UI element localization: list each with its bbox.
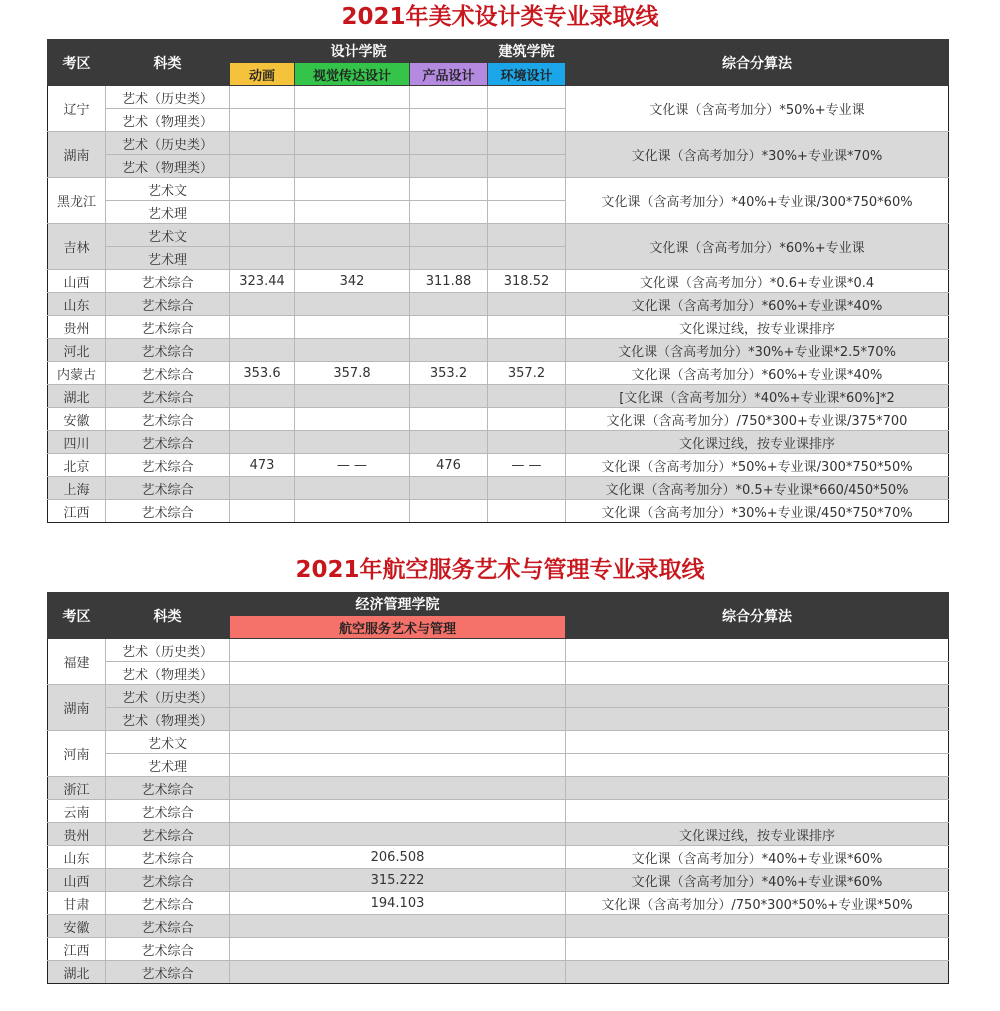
subject-cell: 艺术（历史类）	[106, 685, 230, 708]
subject-cell: 艺术综合	[106, 500, 230, 523]
region-cell: 山西	[48, 869, 106, 892]
table-row	[48, 892, 949, 915]
table-row	[48, 339, 949, 362]
subject-cell: 艺术综合	[106, 316, 230, 339]
table-row	[48, 362, 949, 385]
score-cell	[488, 86, 566, 109]
score-cell	[230, 915, 566, 938]
table-row	[48, 454, 949, 477]
score-cell	[410, 339, 488, 362]
subject-cell: 艺术综合	[106, 823, 230, 846]
method-cell: 文化课（含高考加分）*30%+专业课/450*750*70%	[566, 500, 949, 523]
method-cell	[566, 777, 949, 800]
region-cell: 江西	[48, 938, 106, 961]
score-cell	[488, 224, 566, 247]
header-major: 产品设计	[410, 63, 488, 86]
region-cell: 安徽	[48, 408, 106, 431]
table-row	[48, 961, 949, 984]
score-cell	[295, 178, 410, 201]
score-cell	[295, 500, 410, 523]
region-cell: 湖南	[48, 685, 106, 731]
score-cell	[230, 477, 295, 500]
score-cell	[410, 385, 488, 408]
score-cell	[488, 500, 566, 523]
score-cell: 342	[295, 270, 410, 293]
score-cell: 206.508	[230, 846, 566, 869]
score-cell	[230, 132, 295, 155]
score-cell	[295, 293, 410, 316]
table-row	[48, 178, 949, 201]
table-row	[48, 823, 949, 846]
table2-title: 2021年航空服务艺术与管理专业录取线	[295, 557, 705, 583]
method-cell	[566, 662, 949, 685]
region-cell: 湖南	[48, 132, 106, 178]
method-cell	[566, 731, 949, 754]
table-row	[48, 915, 949, 938]
score-cell: 323.44	[230, 270, 295, 293]
table-row	[48, 385, 949, 408]
score-cell	[488, 293, 566, 316]
method-cell: 文化课（含高考加分）/750*300*50%+专业课*50%	[566, 892, 949, 915]
subject-cell: 艺术综合	[106, 961, 230, 984]
table-row	[48, 754, 949, 777]
subject-cell: 艺术理	[106, 247, 230, 270]
region-cell: 福建	[48, 639, 106, 685]
method-cell: 文化课（含高考加分）*60%+专业课*40%	[566, 362, 949, 385]
score-cell	[230, 178, 295, 201]
subject-cell: 艺术文	[106, 178, 230, 201]
header-college-arch: 建筑学院	[488, 40, 566, 63]
score-cell	[488, 247, 566, 270]
header-college: 经济管理学院	[230, 593, 566, 616]
score-cell	[410, 408, 488, 431]
header-method: 综合分算法	[566, 593, 949, 639]
subject-cell: 艺术综合	[106, 869, 230, 892]
subject-cell: 艺术（物理类）	[106, 109, 230, 132]
region-cell: 内蒙古	[48, 362, 106, 385]
subject-cell: 艺术（历史类）	[106, 132, 230, 155]
subject-cell: 艺术综合	[106, 293, 230, 316]
score-cell: — —	[295, 454, 410, 477]
score-cell	[488, 109, 566, 132]
score-cell	[230, 823, 566, 846]
subject-cell: 艺术综合	[106, 938, 230, 961]
region-cell: 山东	[48, 846, 106, 869]
method-cell: 文化课过线，按专业课排序	[566, 823, 949, 846]
score-cell	[295, 408, 410, 431]
score-cell	[295, 132, 410, 155]
score-cell: 311.88	[410, 270, 488, 293]
score-cell	[410, 431, 488, 454]
table-row	[48, 224, 949, 247]
region-cell: 云南	[48, 800, 106, 823]
score-cell	[488, 316, 566, 339]
subject-cell: 艺术（历史类）	[106, 639, 230, 662]
subject-cell: 艺术理	[106, 201, 230, 224]
method-cell: 文化课（含高考加分）*60%+专业课	[566, 224, 949, 270]
method-cell: 文化课（含高考加分）*40%+专业课/300*750*60%	[566, 178, 949, 224]
region-cell: 山东	[48, 293, 106, 316]
score-cell	[230, 86, 295, 109]
subject-cell: 艺术（历史类）	[106, 86, 230, 109]
score-cell	[230, 316, 295, 339]
score-cell: 357.8	[295, 362, 410, 385]
score-cell	[230, 731, 566, 754]
score-cell	[410, 500, 488, 523]
score-cell: 476	[410, 454, 488, 477]
score-cell	[488, 132, 566, 155]
score-cell: 357.2	[488, 362, 566, 385]
table-row	[48, 938, 949, 961]
region-cell: 贵州	[48, 823, 106, 846]
score-cell	[295, 109, 410, 132]
score-cell	[488, 385, 566, 408]
score-cell	[410, 224, 488, 247]
method-cell: [文化课（含高考加分）*40%+专业课*60%]*2	[566, 385, 949, 408]
score-cell	[488, 155, 566, 178]
header-method: 综合分算法	[566, 40, 949, 86]
subject-cell: 艺术综合	[106, 454, 230, 477]
table-row	[48, 477, 949, 500]
region-cell: 吉林	[48, 224, 106, 270]
score-cell: — —	[488, 454, 566, 477]
method-cell: 文化课过线，按专业课排序	[566, 431, 949, 454]
score-cell	[230, 938, 566, 961]
header-major-aviation: 航空服务艺术与管理	[230, 616, 566, 639]
method-cell	[566, 708, 949, 731]
art-design-admission-table	[47, 39, 949, 523]
score-cell	[230, 293, 295, 316]
score-cell	[230, 777, 566, 800]
score-cell: 318.52	[488, 270, 566, 293]
region-cell: 安徽	[48, 915, 106, 938]
score-cell	[295, 339, 410, 362]
method-cell	[566, 639, 949, 662]
method-cell	[566, 800, 949, 823]
score-cell	[230, 431, 295, 454]
method-cell: 文化课（含高考加分）*50%+专业课	[566, 86, 949, 132]
method-cell: 文化课（含高考加分）*30%+专业课*2.5*70%	[566, 339, 949, 362]
score-cell	[230, 247, 295, 270]
method-cell: 文化课（含高考加分）*40%+专业课*60%	[566, 846, 949, 869]
method-cell: 文化课（含高考加分）*0.5+专业课*660/450*50%	[566, 477, 949, 500]
score-cell	[488, 408, 566, 431]
score-cell	[295, 86, 410, 109]
score-cell	[230, 155, 295, 178]
method-cell: 文化课（含高考加分）*50%+专业课/300*750*50%	[566, 454, 949, 477]
subject-cell: 艺术综合	[106, 408, 230, 431]
method-cell	[566, 938, 949, 961]
header-major: 视觉传达设计	[295, 63, 410, 86]
score-cell	[295, 385, 410, 408]
table-row	[48, 639, 949, 662]
score-cell	[230, 385, 295, 408]
region-cell: 四川	[48, 431, 106, 454]
score-cell	[295, 201, 410, 224]
subject-cell: 艺术文	[106, 731, 230, 754]
score-cell	[230, 500, 295, 523]
score-cell	[295, 431, 410, 454]
score-cell	[295, 477, 410, 500]
score-cell: 353.6	[230, 362, 295, 385]
subject-cell: 艺术（物理类）	[106, 155, 230, 178]
table-row	[48, 777, 949, 800]
table-row	[48, 316, 949, 339]
subject-cell: 艺术综合	[106, 777, 230, 800]
method-cell: 文化课（含高考加分）*0.6+专业课*0.4	[566, 270, 949, 293]
header-major: 环境设计	[488, 63, 566, 86]
table-row	[48, 731, 949, 754]
aviation-admission-table	[47, 592, 949, 984]
method-cell: 文化课（含高考加分）*30%+专业课*70%	[566, 132, 949, 178]
region-cell: 河北	[48, 339, 106, 362]
table-row	[48, 685, 949, 708]
table-row	[48, 270, 949, 293]
method-cell: 文化课（含高考加分）/750*300+专业课/375*700	[566, 408, 949, 431]
score-cell: 473	[230, 454, 295, 477]
table-row	[48, 431, 949, 454]
subject-cell: 艺术（物理类）	[106, 708, 230, 731]
score-cell	[230, 339, 295, 362]
score-cell: 194.103	[230, 892, 566, 915]
region-cell: 江西	[48, 500, 106, 523]
region-cell: 上海	[48, 477, 106, 500]
table-row	[48, 869, 949, 892]
header-subject: 科类	[106, 40, 230, 86]
method-cell	[566, 754, 949, 777]
method-cell	[566, 961, 949, 984]
region-cell: 湖北	[48, 961, 106, 984]
region-cell: 甘肃	[48, 892, 106, 915]
region-cell: 河南	[48, 731, 106, 777]
method-cell: 文化课过线，按专业课排序	[566, 316, 949, 339]
subject-cell: 艺术综合	[106, 339, 230, 362]
score-cell: 315.222	[230, 869, 566, 892]
score-cell	[230, 754, 566, 777]
score-cell	[410, 316, 488, 339]
table-row	[48, 800, 949, 823]
score-cell	[230, 800, 566, 823]
method-cell: 文化课（含高考加分）*60%+专业课*40%	[566, 293, 949, 316]
header-major: 动画	[230, 63, 295, 86]
method-cell: 文化课（含高考加分）*40%+专业课*60%	[566, 869, 949, 892]
table-row	[48, 662, 949, 685]
table1-title: 2021年美术设计类专业录取线	[341, 4, 659, 30]
subject-cell: 艺术（物理类）	[106, 662, 230, 685]
method-cell	[566, 685, 949, 708]
subject-cell: 艺术综合	[106, 800, 230, 823]
table-row	[48, 293, 949, 316]
header-region: 考区	[48, 40, 106, 86]
table-row	[48, 846, 949, 869]
score-cell	[230, 639, 566, 662]
region-cell: 黑龙江	[48, 178, 106, 224]
score-cell	[295, 224, 410, 247]
score-cell	[295, 155, 410, 178]
score-cell	[410, 477, 488, 500]
region-cell: 湖北	[48, 385, 106, 408]
score-cell	[410, 86, 488, 109]
score-cell	[295, 247, 410, 270]
region-cell: 山西	[48, 270, 106, 293]
score-cell: 353.2	[410, 362, 488, 385]
table-row	[48, 408, 949, 431]
score-cell	[410, 201, 488, 224]
subject-cell: 艺术综合	[106, 270, 230, 293]
score-cell	[410, 247, 488, 270]
score-cell	[230, 961, 566, 984]
subject-cell: 艺术理	[106, 754, 230, 777]
score-cell	[410, 132, 488, 155]
score-cell	[230, 662, 566, 685]
score-cell	[488, 477, 566, 500]
header-college-design: 设计学院	[230, 40, 488, 63]
score-cell	[230, 224, 295, 247]
method-cell	[566, 915, 949, 938]
subject-cell: 艺术综合	[106, 362, 230, 385]
subject-cell: 艺术综合	[106, 846, 230, 869]
table-row	[48, 500, 949, 523]
score-cell	[295, 316, 410, 339]
header-region: 考区	[48, 593, 106, 639]
score-cell	[230, 201, 295, 224]
score-cell	[410, 155, 488, 178]
score-cell	[488, 178, 566, 201]
score-cell	[230, 708, 566, 731]
region-cell: 贵州	[48, 316, 106, 339]
score-cell	[230, 408, 295, 431]
subject-cell: 艺术综合	[106, 477, 230, 500]
subject-cell: 艺术综合	[106, 431, 230, 454]
subject-cell: 艺术综合	[106, 915, 230, 938]
score-cell	[488, 431, 566, 454]
score-cell	[488, 201, 566, 224]
score-cell	[410, 293, 488, 316]
subject-cell: 艺术综合	[106, 892, 230, 915]
subject-cell: 艺术综合	[106, 385, 230, 408]
table-row	[48, 132, 949, 155]
table-row	[48, 708, 949, 731]
region-cell: 浙江	[48, 777, 106, 800]
score-cell	[230, 685, 566, 708]
header-subject: 科类	[106, 593, 230, 639]
region-cell: 北京	[48, 454, 106, 477]
score-cell	[410, 178, 488, 201]
subject-cell: 艺术文	[106, 224, 230, 247]
score-cell	[230, 109, 295, 132]
region-cell: 辽宁	[48, 86, 106, 132]
score-cell	[488, 339, 566, 362]
table-row	[48, 86, 949, 109]
score-cell	[410, 109, 488, 132]
